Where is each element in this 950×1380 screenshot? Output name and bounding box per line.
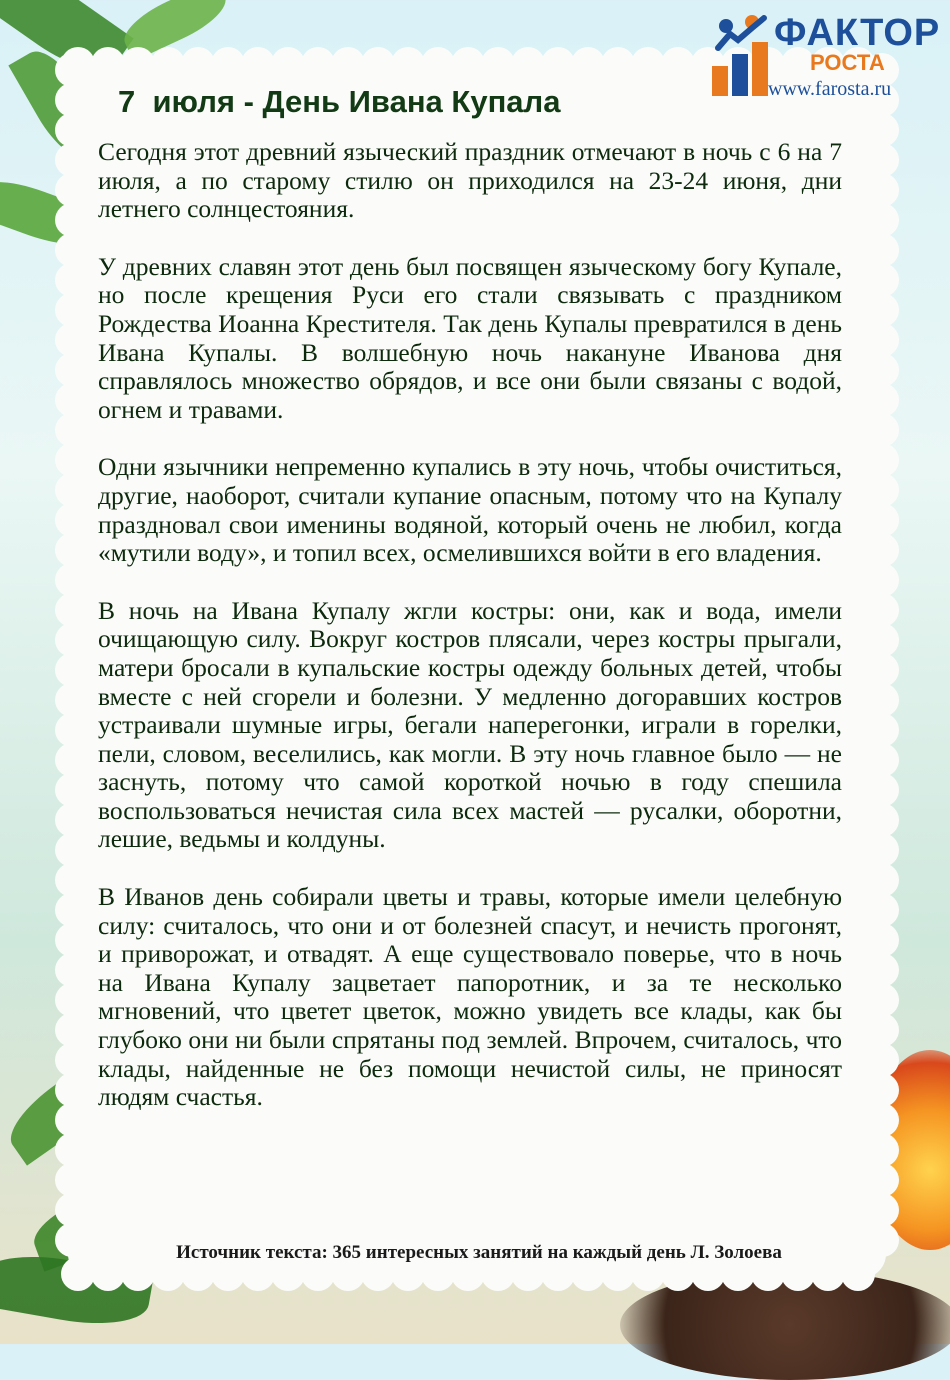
scallop (865, 593, 899, 627)
scallop (55, 53, 89, 87)
paragraph-3: Одни язычники непременно купались в эту ночь, чтобы очиститься, другие, наоборот, считали купание опасным, потому что на Купалу праздновал свои именины водяной, который очень не любил, когда «мутили воду», и топил всех, осмелившихся войти в его владения. (98, 452, 842, 568)
scallop (865, 1133, 899, 1167)
scallop (511, 47, 545, 81)
scallop (865, 113, 899, 147)
scallop (865, 293, 899, 327)
scallop (865, 623, 899, 657)
scallop (55, 623, 89, 657)
scallop (271, 47, 305, 81)
paragraph-2: У древних славян этот день был посвящен языческому богу Купале, но после крещения Руси его стали связывать с праздником Рождества Иоанна Крестителя. Так день Купалы превратился в день Ивана Купалы. В волшебную ночь накануне Иванова дня справлялось множество обрядов, и все они были связаны с водой, огнем и травами. (98, 251, 842, 424)
scallop (55, 113, 89, 147)
scallop (91, 47, 125, 81)
scallop (865, 533, 899, 567)
scallop (865, 1103, 899, 1137)
logo-title: ФАКТОР (774, 12, 941, 54)
scallop (121, 47, 155, 81)
scallop (55, 203, 89, 237)
scallop (55, 863, 89, 897)
scallop (361, 47, 395, 81)
scallop (55, 593, 89, 627)
scallop (55, 1103, 89, 1137)
paragraph-1: Сегодня этот древний языческий праздник отмечают в ночь с 6 на 7 июля, а по старому стилю он приходился на 23-24 июня, дни летнего солнцестояния. (98, 137, 842, 224)
scallop (55, 773, 89, 807)
logo-url-link[interactable]: www.farosta.ru (768, 78, 892, 100)
logo-subtitle: РОСТА (810, 50, 885, 75)
scallop (61, 1257, 95, 1291)
scallop (55, 1013, 89, 1047)
scallop (55, 563, 89, 597)
scallop (55, 953, 89, 987)
scallop (55, 503, 89, 537)
scallop (865, 773, 899, 807)
scallop (865, 953, 899, 987)
scallop (211, 47, 245, 81)
scallop (55, 833, 89, 867)
scallop (661, 47, 695, 81)
paragraph-4: В ночь на Ивана Купалу жгли костры: они, как и вода, имели очищающую силу. Вокруг костров плясали, через костры прыгали, матери бросали в купальские костры одежду больных детей, чтобы вместе с ней сгорели и болезни. У медленно догоравших костров устраивали шумные игры, бегали наперегонки, играли в горелки, пели, словом, веселились, как могли. В эту ночь главное было — не заснуть, потому что самой короткой ночью в году спешила воспользоваться нечистая сила всех мастей — русалки, оборотни, лешие, ведьмы и колдуны. (98, 595, 842, 854)
scallop (55, 803, 89, 837)
scallop (55, 1073, 89, 1107)
scallop (55, 653, 89, 687)
page-title: 7 июля - День Ивана Купала (118, 84, 561, 119)
paragraph-5: В Иванов день собирали цветы и травы, которые имели целебную силу: считалось, что они и от болезней спасут, и нечисть прогонят, и приворожат, и отвадят. А еще существовало поверье, что в ночь на Ивана Купалу зацветает папоротник, и за те несколько мгновений, что цветет цветок, можно увидеть все клады, как бы глубоко они ни были спрятаны под землей. Впрочем, считалось, что клады, найденные не без помощи нечистой силы, не приносят людям счастья. (98, 882, 842, 1112)
logo (708, 6, 942, 110)
scallop (55, 263, 89, 297)
scallop (55, 923, 89, 957)
scallop (55, 353, 89, 387)
scallop (55, 1193, 89, 1227)
scallop (55, 443, 89, 477)
scallop (55, 173, 89, 207)
scallop (55, 743, 89, 777)
scallop (865, 1163, 899, 1197)
scallop (865, 713, 899, 747)
scallop (421, 47, 455, 81)
scallop (181, 47, 215, 81)
scallop (481, 47, 515, 81)
scallop (631, 47, 665, 81)
scallop (55, 983, 89, 1017)
scallop (55, 1163, 89, 1197)
scallop (865, 683, 899, 717)
scallop (865, 1043, 899, 1077)
scallop (865, 1073, 899, 1107)
scallop (865, 323, 899, 357)
scallop (865, 203, 899, 237)
scallop (55, 383, 89, 417)
scallop (151, 47, 185, 81)
scallop (301, 47, 335, 81)
scallop (55, 473, 89, 507)
scallop (55, 533, 89, 567)
scallop (451, 47, 485, 81)
scallop (865, 563, 899, 597)
scallop (865, 173, 899, 207)
scallop (865, 383, 899, 417)
scallop (865, 413, 899, 447)
scallop (391, 47, 425, 81)
scallop (865, 983, 899, 1017)
scallop (55, 1223, 89, 1257)
scallop (865, 833, 899, 867)
scallop (55, 1043, 89, 1077)
article-body (98, 138, 842, 1141)
scallop (55, 413, 89, 447)
scallop (55, 293, 89, 327)
scallop (331, 47, 365, 81)
scallop (241, 47, 275, 81)
scallop (55, 83, 89, 117)
scallop (865, 143, 899, 177)
scallop (55, 893, 89, 927)
scallop (55, 683, 89, 717)
scallop (601, 47, 635, 81)
scallop (55, 323, 89, 357)
scallop (865, 803, 899, 837)
scallop (865, 653, 899, 687)
scallop (865, 443, 899, 477)
scallop (865, 743, 899, 777)
scallop (541, 47, 575, 81)
scallop (571, 47, 605, 81)
scallop (55, 713, 89, 747)
scallop (55, 1133, 89, 1167)
scallop (865, 1223, 899, 1257)
scallop (865, 353, 899, 387)
scallop (865, 263, 899, 297)
scallop (865, 473, 899, 507)
scallop (865, 1013, 899, 1047)
scallop (865, 1193, 899, 1227)
scallop (865, 893, 899, 927)
scallop (865, 233, 899, 267)
scallop (865, 863, 899, 897)
scallop (55, 233, 89, 267)
scallop (865, 503, 899, 537)
scallop (55, 143, 89, 177)
scallop (865, 923, 899, 957)
source-credit: Источник текста: 365 интересных занятий на каждый день Л. Золоева (176, 1242, 782, 1263)
